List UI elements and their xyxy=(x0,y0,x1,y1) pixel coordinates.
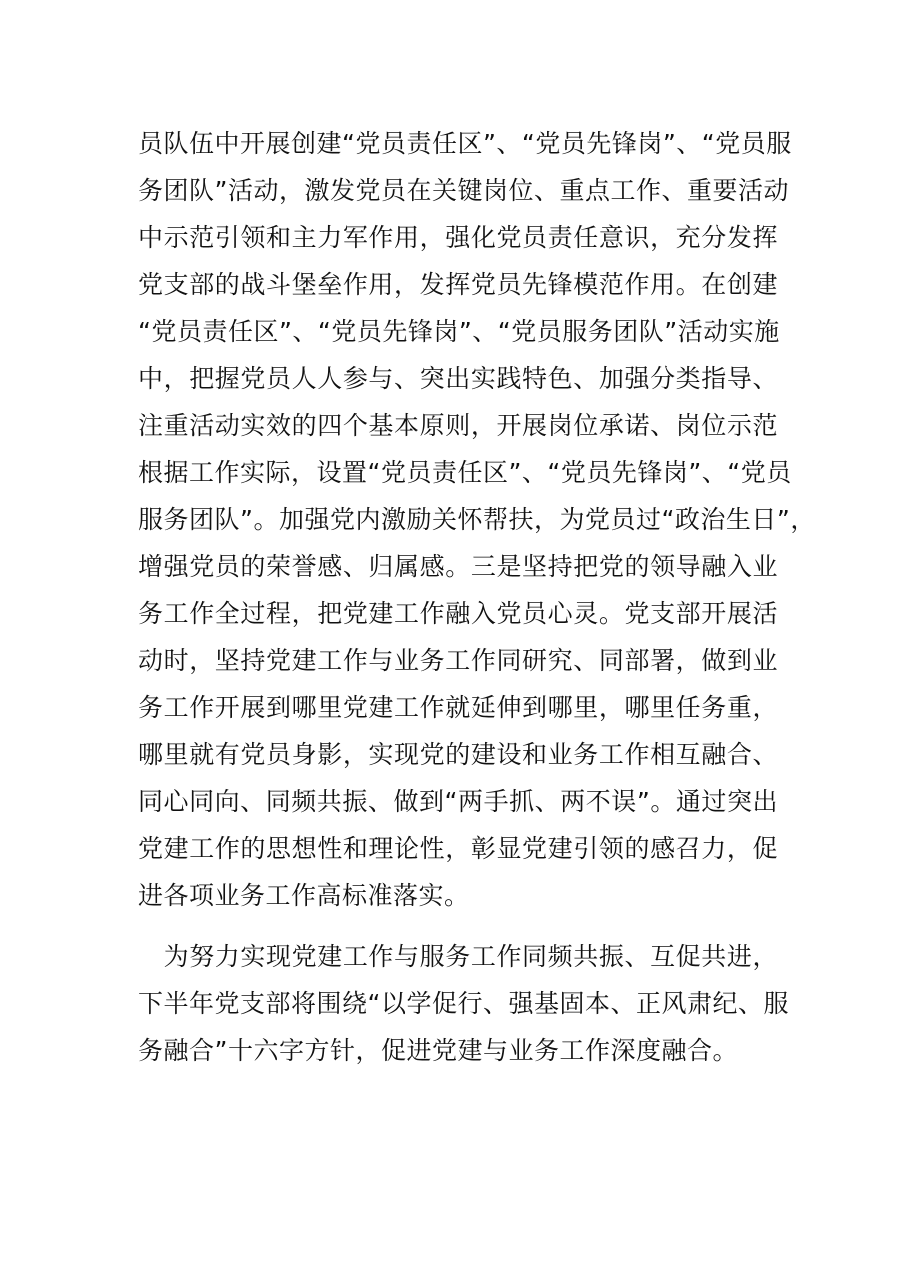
paragraph-2 xyxy=(138,933,789,1074)
text-line: 为努力实现党建工作与服务工作同频共振、互促共进， xyxy=(138,942,778,971)
text-line: 务融合”十六字方针，促进党建与业务工作深度融合。 xyxy=(138,1036,738,1065)
text-line: 下半年党支部将围绕“以学促行、强基固本、正风肃纪、服 xyxy=(138,989,789,1018)
text-line: 进各项业务工作高标准落实。 xyxy=(138,881,470,910)
text-line: 务团队”活动，激发党员在关键岗位、重点工作、重要活动 xyxy=(138,176,789,205)
text-line: 注重活动实效的四个基本原则，开展岗位承诺、岗位示范 xyxy=(138,411,778,440)
text-line: 服务团队”。加强党内激励关怀帮扶，为党员过“政治生日”， xyxy=(138,505,816,534)
text-line: 中，把握党员人人参与、突出实践特色、加强分类指导、 xyxy=(138,364,778,393)
text-line: 动时，坚持党建工作与业务工作同研究、同部署，做到业 xyxy=(138,646,778,675)
text-line: 中示范引领和主力军作用，强化党员责任意识，充分发挥 xyxy=(138,223,778,252)
text-line: 党支部的战斗堡垒作用，发挥党员先锋模范作用。在创建 xyxy=(138,270,778,299)
text-line: 根据工作实际，设置“党员责任区”、“党员先锋岗”、“党员 xyxy=(138,458,792,487)
text-line: “党员责任区”、“党员先锋岗”、“党员服务团队”活动实施 xyxy=(138,317,780,346)
paragraph-gap xyxy=(138,919,778,933)
document-body xyxy=(138,120,816,1074)
text-line: 同心同向、同频共振、做到“两手抓、两不误”。通过突出 xyxy=(138,787,778,816)
text-line: 务工作开展到哪里党建工作就延伸到哪里，哪里任务重， xyxy=(138,693,778,722)
paragraph-1 xyxy=(138,120,816,919)
text-line: 党建工作的思想性和理论性，彰显党建引领的感召力，促 xyxy=(138,834,778,863)
text-line: 员队伍中开展创建“党员责任区”、“党员先锋岗”、“党员服 xyxy=(138,129,792,158)
text-line: 增强党员的荣誉感、归属感。三是坚持把党的领导融入业 xyxy=(138,552,778,581)
text-line: 哪里就有党员身影，实现党的建设和业务工作相互融合、 xyxy=(138,740,778,769)
text-line: 务工作全过程，把党建工作融入党员心灵。党支部开展活 xyxy=(138,599,778,628)
